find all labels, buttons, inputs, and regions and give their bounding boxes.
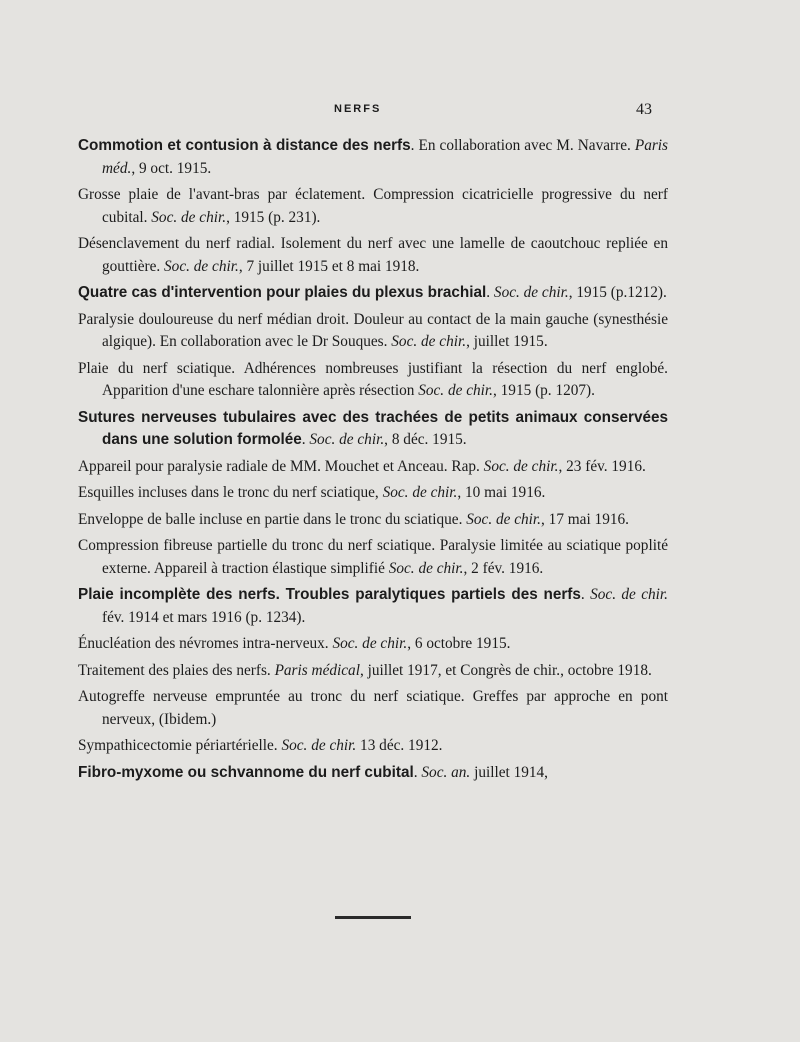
bibliography-entry: [78, 584, 668, 629]
entry-text: .: [413, 763, 422, 781]
entry-text: .: [580, 586, 591, 603]
bibliography-entry: [78, 735, 668, 758]
bibliography-entry: [78, 686, 668, 731]
entry-source: Soc. de chir.: [418, 382, 493, 399]
entry-tail: , 1915 (p. 1207).: [493, 382, 595, 399]
entry-text: . En collaboration avec M. Navarre.: [410, 137, 635, 154]
entry-text: Enveloppe de balle incluse en partie dans le tronc du sciatique.: [78, 510, 467, 528]
entry-source: Soc. an.: [421, 763, 471, 781]
entry-tail: , 9 oct. 1915.: [131, 159, 212, 177]
entry-text: Esquilles incluses dans le tronc du nerf sciatique,: [78, 484, 383, 501]
entry-source: Paris médical: [274, 661, 360, 679]
entry-text: Appareil pour paralysie radiale de MM. Mouchet et Anceau. Rap.: [78, 457, 484, 475]
entry-source: Soc. de chir.: [483, 457, 559, 475]
bibliography-entry: [78, 309, 668, 354]
bibliography-entry: [78, 762, 668, 785]
entry-source: Soc. de chir.: [466, 510, 542, 528]
entry-text: .: [486, 284, 494, 301]
entry-tail: , juillet 1915.: [466, 333, 548, 350]
running-head: [0, 101, 800, 121]
bibliography-entry: [78, 482, 668, 505]
entry-source: Soc. de chir.: [388, 559, 464, 577]
entry-source: Soc. de chir.: [382, 484, 458, 501]
entry-tail: , 17 mai 1916.: [541, 510, 629, 528]
entry-source: Soc. de chir.: [493, 284, 569, 301]
entry-source: Soc. de chir.: [309, 431, 385, 448]
entry-tail: , 7 juillet 1915 et 8 mai 1918.: [238, 257, 420, 275]
entry-text: Autogreffe nerveuse empruntée au tronc du nerf sciatique. Greffes par approche en pont nerveux, (Ibidem.): [78, 688, 668, 728]
entry-source: Soc. de chir.: [164, 257, 239, 275]
page-number: 43: [636, 101, 652, 118]
entry-tail: 13 déc. 1912.: [356, 737, 443, 754]
entry-text: Grosse plaie de l'avant-bras par éclatement. Compression cicatricielle progressive du nerf cubital.: [78, 186, 668, 226]
bibliography-entry: [78, 660, 668, 683]
entry-title: Commotion et contusion à distance des nerfs: [78, 137, 411, 154]
bibliography-entry: [78, 456, 668, 479]
entry-text: Traitement des plaies des nerfs.: [78, 661, 275, 679]
entry-title: Plaie incomplète des nerfs. Troubles paralytiques partiels des nerfs: [78, 586, 581, 603]
entry-source: Soc. de chir.: [590, 586, 668, 603]
entry-source: Soc. de chir.: [151, 208, 227, 226]
entry-text: Paralysie douloureuse du nerf médian droit. Douleur au contact de la main gauche (synesthésie algique). En collaboration avec le Dr Souques.: [78, 310, 668, 350]
bibliography-entry: [78, 282, 668, 305]
entry-tail: , juillet 1917, et Congrès de chir., octobre 1918.: [359, 661, 652, 679]
entry-text: .: [301, 431, 310, 448]
entry-tail: , 23 fév. 1916.: [558, 457, 646, 475]
bibliography-entry: [78, 633, 668, 656]
closing-rule: [335, 916, 411, 919]
entry-tail: juillet 1914,: [470, 763, 549, 781]
bibliography-entry: [78, 509, 668, 532]
bibliography-entry: [78, 233, 668, 278]
bibliography-entry: [78, 135, 668, 180]
entry-tail: , 2 fév. 1916.: [463, 559, 544, 577]
entry-text: Compression fibreuse partielle du tronc du nerf sciatique. Paralysie limitée au sciatique poplité externe. Appareil à traction élastique simplifié: [78, 537, 668, 577]
entry-title: Quatre cas d'intervention pour plaies du plexus brachial: [78, 284, 487, 301]
bibliography-entry: [78, 358, 668, 403]
entry-tail: , 8 déc. 1915.: [384, 431, 467, 448]
entry-text: Sympathicectomie périartérielle.: [78, 737, 282, 754]
entry-text: Désenclavement du nerf radial. Isolement du nerf avec une lamelle de caoutchouc repliée en gouttière.: [78, 235, 668, 275]
entry-title: Fibro-myxome ou schvannome du nerf cubital: [78, 763, 414, 781]
entry-source: Soc. de chir.: [332, 635, 408, 652]
entry-text: Plaie du nerf sciatique. Adhérences nombreuses justifiant la résection du nerf englobé. Apparition d'une eschare talonnière après résection: [78, 359, 668, 399]
entry-text: Énucléation des névromes intra-nerveux.: [78, 635, 333, 652]
bibliography-entry: [78, 184, 668, 229]
bibliography-entry: [78, 407, 668, 452]
section-title: NERFS: [334, 103, 382, 115]
entry-tail: , 1915 (p. 231).: [226, 208, 321, 226]
entry-tail: , 1915 (p.1212).: [568, 284, 667, 301]
entry-tail: , 6 octobre 1915.: [407, 635, 511, 652]
entry-tail: fév. 1914 et mars 1916 (p. 1234).: [102, 608, 306, 626]
entry-source: Paris méd.: [102, 137, 668, 177]
entry-source: Soc. de chir.: [391, 333, 467, 350]
bibliography-entry: [78, 535, 668, 580]
entry-title: Sutures nerveuses tubulaires avec des trachées de petits animaux conservées dans une solution formolée: [78, 408, 668, 448]
entry-tail: , 10 mai 1916.: [457, 484, 546, 501]
entry-source: Soc. de chir.: [281, 737, 357, 754]
bibliography-list: [78, 133, 668, 788]
